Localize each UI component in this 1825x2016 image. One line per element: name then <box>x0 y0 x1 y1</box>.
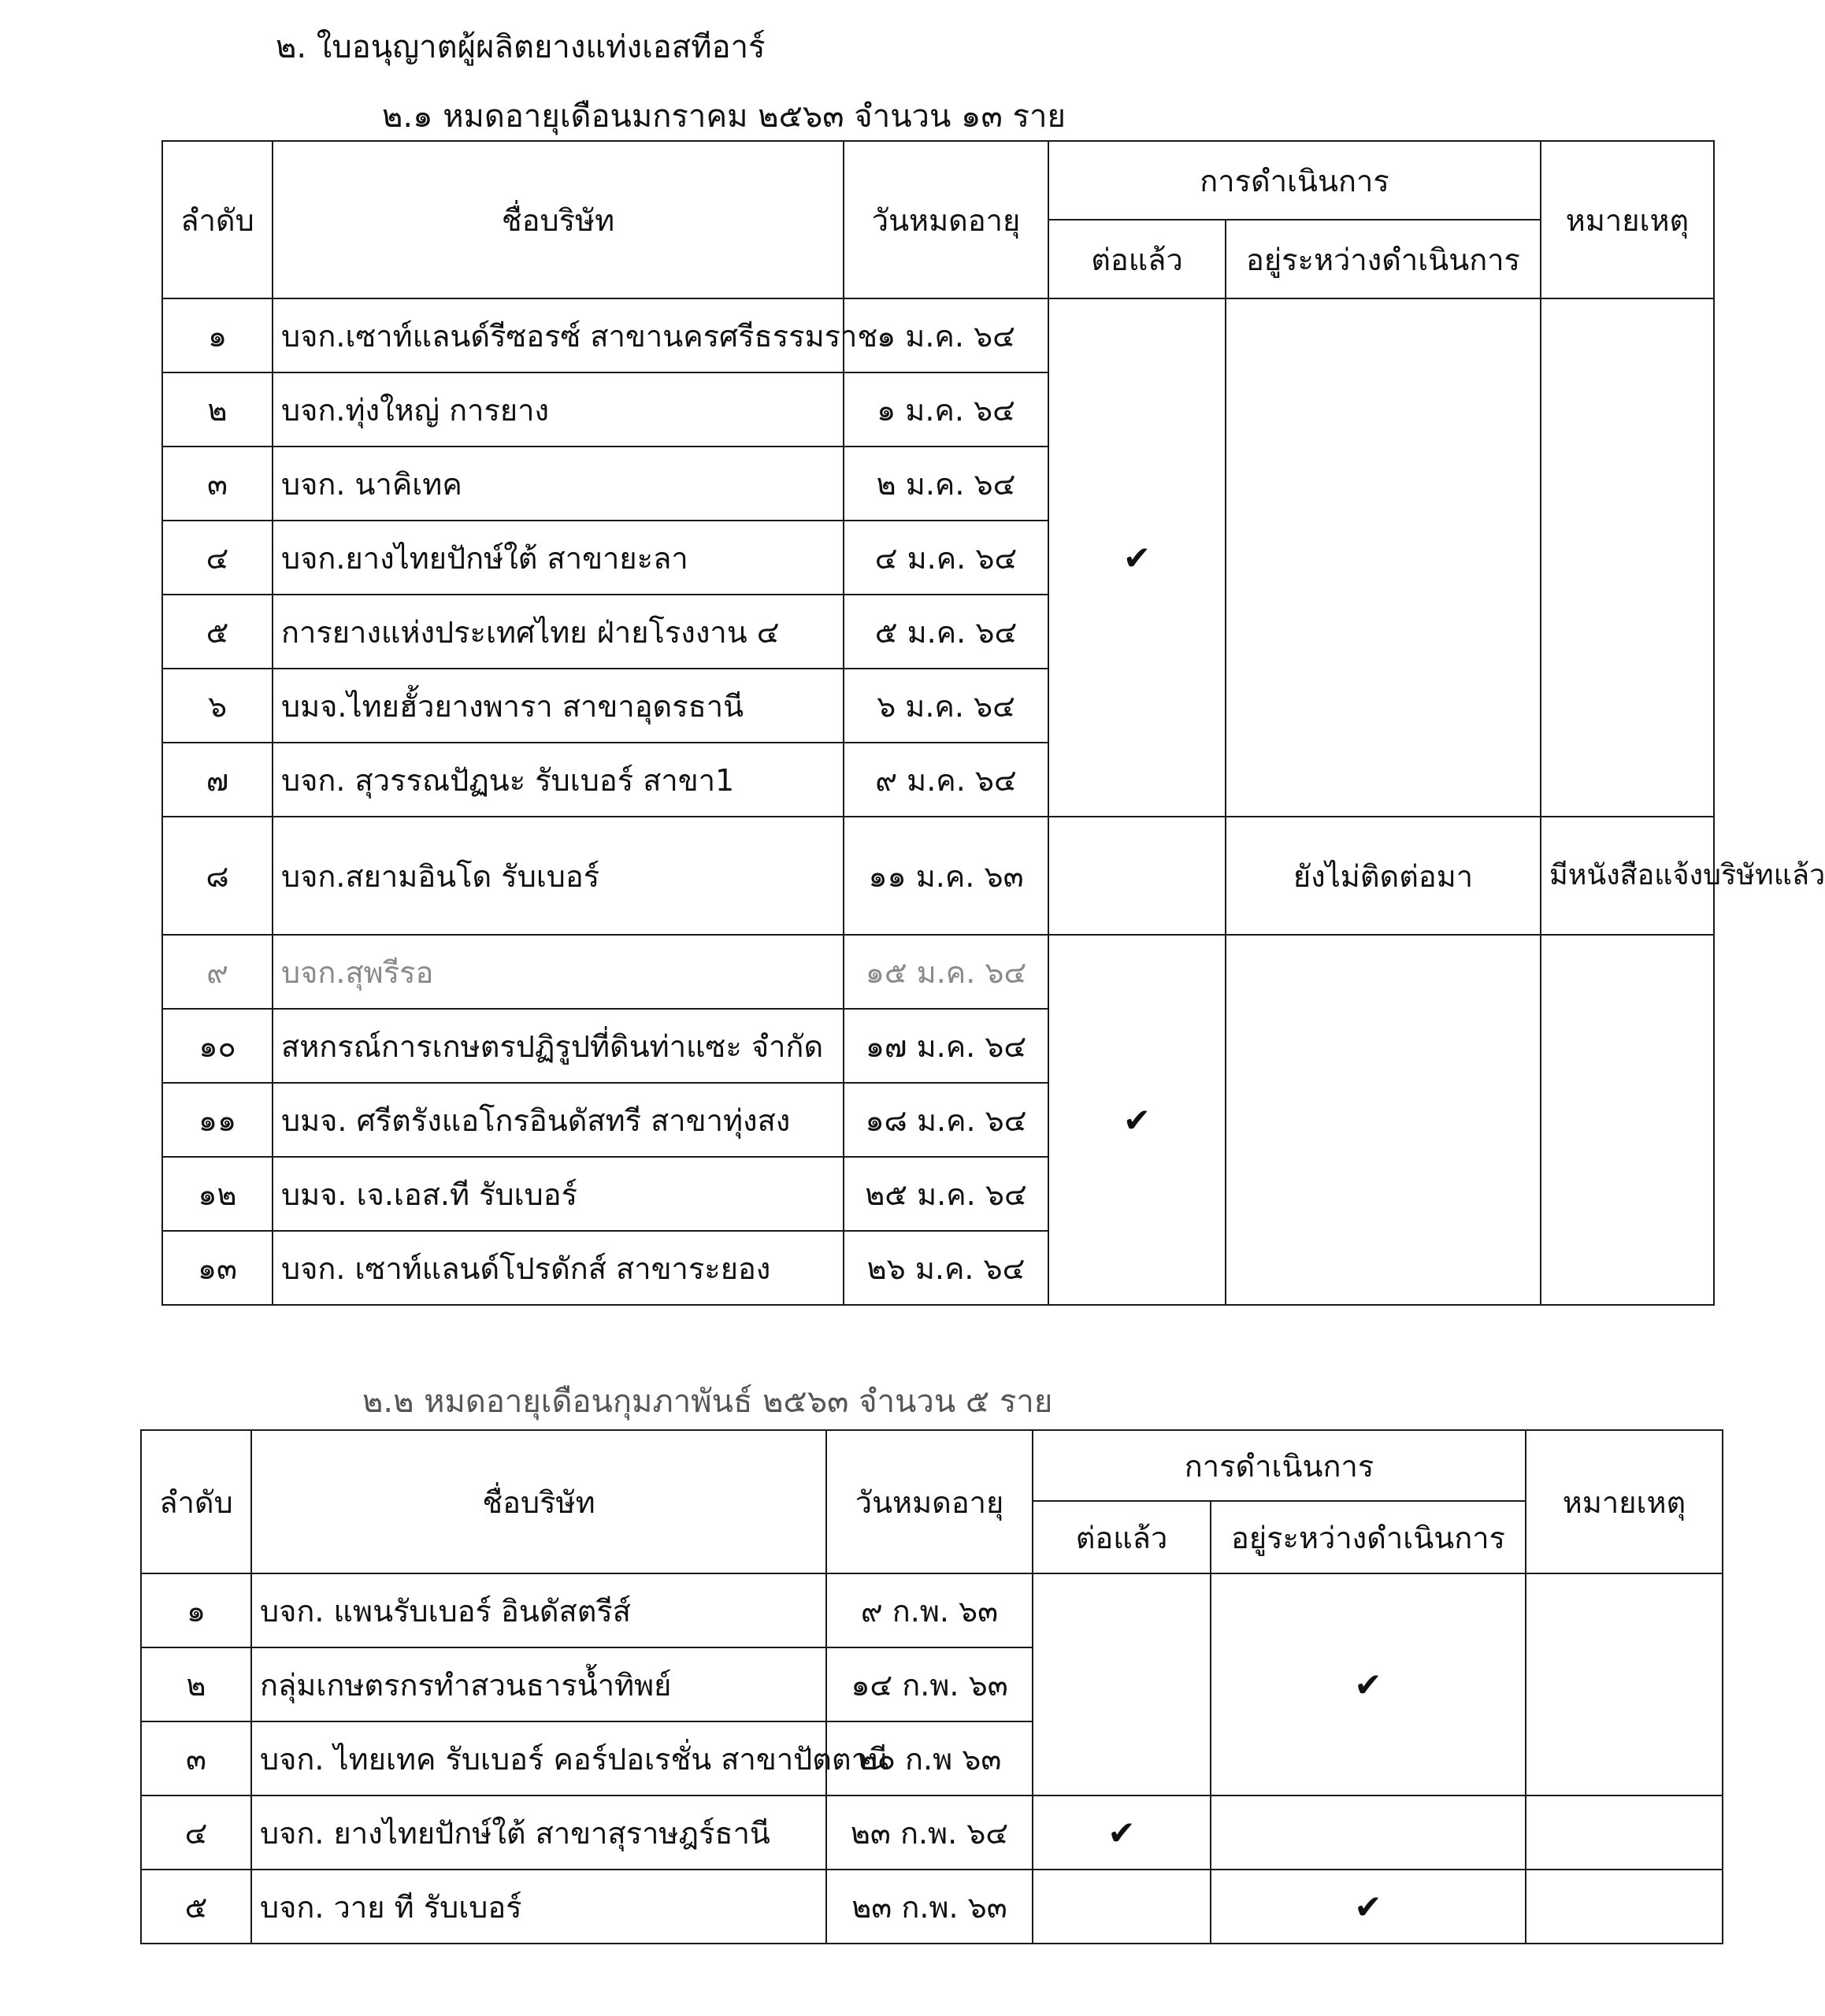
section-title: ๒. ใบอนุญาตผู้ผลิตยางแท่งเอสทีอาร์ <box>276 29 766 65</box>
expiry-date: ๖ ม.ค. ๖๔ <box>844 669 1048 743</box>
expiry-date: ๒๖ ม.ค. ๖๔ <box>844 1231 1048 1305</box>
row-number: ๒ <box>141 1647 251 1721</box>
company-name: บจก.ยางไทยปักษ์ใต้ สาขายะลา <box>273 521 844 595</box>
header-renewed: ต่อแล้ว <box>1048 220 1226 298</box>
expiry-date: ๑๗ ม.ค. ๖๔ <box>844 1009 1048 1083</box>
row-number: ๙ <box>162 935 273 1009</box>
row-number: ๑๓ <box>162 1231 273 1305</box>
table-row <box>162 817 1714 935</box>
header-expiry: วันหมดอายุ <box>826 1430 1033 1573</box>
row-number: ๑ <box>162 298 273 372</box>
expiry-date: ๒๓ ก.พ. ๖๓ <box>826 1870 1033 1944</box>
check-mark-icon: ✔ <box>1122 1100 1152 1140</box>
remark-text: มีหนังสือแจ้งบริษัทแล้ว <box>1541 817 1714 935</box>
row-number: ๔ <box>141 1796 251 1870</box>
expiry-date: ๙ ม.ค. ๖๔ <box>844 743 1048 817</box>
row-number: ๑๒ <box>162 1157 273 1231</box>
in-progress-cell <box>1211 1796 1526 1870</box>
remark-cell-group-b <box>1541 935 1714 1305</box>
remark-cell-group-a <box>1541 298 1714 817</box>
row-number: ๒ <box>162 372 273 447</box>
row-number: ๕ <box>141 1870 251 1944</box>
remark-cell <box>1526 1870 1723 1944</box>
row-number: ๔ <box>162 521 273 595</box>
company-name: บจก. ไทยเทค รับเบอร์ คอร์ปอเรชั่น สาขาปัตตานี <box>251 1721 826 1796</box>
company-name: บจก.สุพรีรอ <box>273 935 844 1009</box>
table-row <box>162 935 1714 1009</box>
header-no: ลำดับ <box>141 1430 251 1573</box>
expiry-date: ๑๔ ก.พ. ๖๓ <box>826 1647 1033 1721</box>
subsection-title-january: ๒.๑ หมดอายุเดือนมกราคม ๒๕๖๓ จำนวน ๑๓ ราย <box>382 98 1066 135</box>
renewed-cell <box>1033 1870 1211 1944</box>
header-remark: หมายเหตุ <box>1541 141 1714 298</box>
expiry-date: ๑๑ ม.ค. ๖๓ <box>844 817 1048 935</box>
check-mark-icon: ✔ <box>1107 1813 1136 1852</box>
company-name: บจก. ยางไทยปักษ์ใต้ สาขาสุราษฎร์ธานี <box>251 1796 826 1870</box>
row-number: ๑๑ <box>162 1083 273 1157</box>
in-progress-cell-group-123 <box>1211 1573 1526 1796</box>
company-name: บจก. นาคิเทค <box>273 447 844 521</box>
header-no: ลำดับ <box>162 141 273 298</box>
row-number: ๑ <box>141 1573 251 1647</box>
row-number: ๓ <box>162 447 273 521</box>
company-name: บจก.สยามอินโด รับเบอร์ <box>273 817 844 935</box>
expiry-date: ๑๕ ม.ค. ๖๔ <box>844 935 1048 1009</box>
row-number: ๘ <box>162 817 273 935</box>
header-company: ชื่อบริษัท <box>251 1430 826 1573</box>
expiry-date: ๕ ม.ค. ๖๔ <box>844 595 1048 669</box>
company-name: บจก. เซาท์แลนด์โปรดักส์ สาขาระยอง <box>273 1231 844 1305</box>
company-name: กลุ่มเกษตรกรทำสวนธารน้ำทิพย์ <box>251 1647 826 1721</box>
in-progress-cell-group-b <box>1226 935 1541 1305</box>
expiry-date: ๒๓ ก.พ. ๖๔ <box>826 1796 1033 1870</box>
header-action: การดำเนินการ <box>1033 1430 1526 1501</box>
company-name: การยางแห่งประเทศไทย ฝ่ายโรงงาน ๔ <box>273 595 844 669</box>
company-name: บจก. สุวรรณปัฏนะ รับเบอร์ สาขา1 <box>273 743 844 817</box>
remark-cell <box>1526 1796 1723 1870</box>
header-renewed: ต่อแล้ว <box>1033 1501 1211 1573</box>
expiry-date: ๑๘ ม.ค. ๖๔ <box>844 1083 1048 1157</box>
header-remark: หมายเหตุ <box>1526 1430 1723 1573</box>
january-license-table <box>161 140 1825 1306</box>
expiry-date: ๑ ม.ค. ๖๔ <box>844 298 1048 372</box>
renewed-cell-group-b <box>1048 935 1226 1305</box>
company-name: บจก.เซาท์แลนด์รีซอรซ์ สาขานครศรีธรรมราช <box>273 298 844 372</box>
renewed-cell <box>1033 1796 1211 1870</box>
renewed-cell <box>1048 817 1226 935</box>
expiry-date: ๑ ม.ค. ๖๔ <box>844 372 1048 447</box>
row-number: ๓ <box>141 1721 251 1796</box>
expiry-date: ๙ ก.พ. ๖๓ <box>826 1573 1033 1647</box>
row-number: ๑๐ <box>162 1009 273 1083</box>
company-name: บมจ. เจ.เอส.ที รับเบอร์ <box>273 1157 844 1231</box>
check-mark-icon: ✔ <box>1354 1887 1382 1926</box>
header-in-progress: อยู่ระหว่างดำเนินการ <box>1226 220 1541 298</box>
header-in-progress: อยู่ระหว่างดำเนินการ <box>1211 1501 1526 1573</box>
expiry-date: ๒๐ ก.พ ๖๓ <box>826 1721 1033 1796</box>
company-name: บจก.ทุ่งใหญ่ การยาง <box>273 372 844 447</box>
in-progress-cell <box>1211 1870 1526 1944</box>
company-name: บจก. วาย ที รับเบอร์ <box>251 1870 826 1944</box>
check-mark-icon: ✔ <box>1122 538 1152 577</box>
remark-cell-group-123 <box>1526 1573 1723 1796</box>
renewed-cell-group-a <box>1048 298 1226 817</box>
february-license-table <box>140 1429 1723 1944</box>
row-number: ๖ <box>162 669 273 743</box>
expiry-date: ๔ ม.ค. ๖๔ <box>844 521 1048 595</box>
row-number: ๗ <box>162 743 273 817</box>
company-name: บมจ.ไทยฮั้วยางพารา สาขาอุดรธานี <box>273 669 844 743</box>
row-number: ๕ <box>162 595 273 669</box>
table-row <box>141 1573 1723 1647</box>
table-row <box>141 1870 1723 1944</box>
in-progress-cell-group-a <box>1226 298 1541 817</box>
table-row <box>141 1796 1723 1870</box>
renewed-cell-group-123 <box>1033 1573 1211 1796</box>
company-name: บมจ. ศรีตรังแอโกรอินดัสทรี สาขาทุ่งสง <box>273 1083 844 1157</box>
in-progress-status: ยังไม่ติดต่อมา <box>1226 817 1541 935</box>
company-name: บจก. แพนรับเบอร์ อินดัสตรีส์ <box>251 1573 826 1647</box>
header-company: ชื่อบริษัท <box>273 141 844 298</box>
header-expiry: วันหมดอายุ <box>844 141 1048 298</box>
table-row <box>162 298 1714 372</box>
expiry-date: ๒๕ ม.ค. ๖๔ <box>844 1157 1048 1231</box>
subsection-title-february: ๒.๒ หมดอายุเดือนกุมภาพันธ์ ๒๕๖๓ จำนวน ๕ ราย <box>362 1384 1053 1420</box>
header-action: การดำเนินการ <box>1048 141 1541 220</box>
check-mark-icon: ✔ <box>1354 1665 1382 1704</box>
expiry-date: ๒ ม.ค. ๖๔ <box>844 447 1048 521</box>
company-name: สหกรณ์การเกษตรปฏิรูปที่ดินท่าแซะ จำกัด <box>273 1009 844 1083</box>
